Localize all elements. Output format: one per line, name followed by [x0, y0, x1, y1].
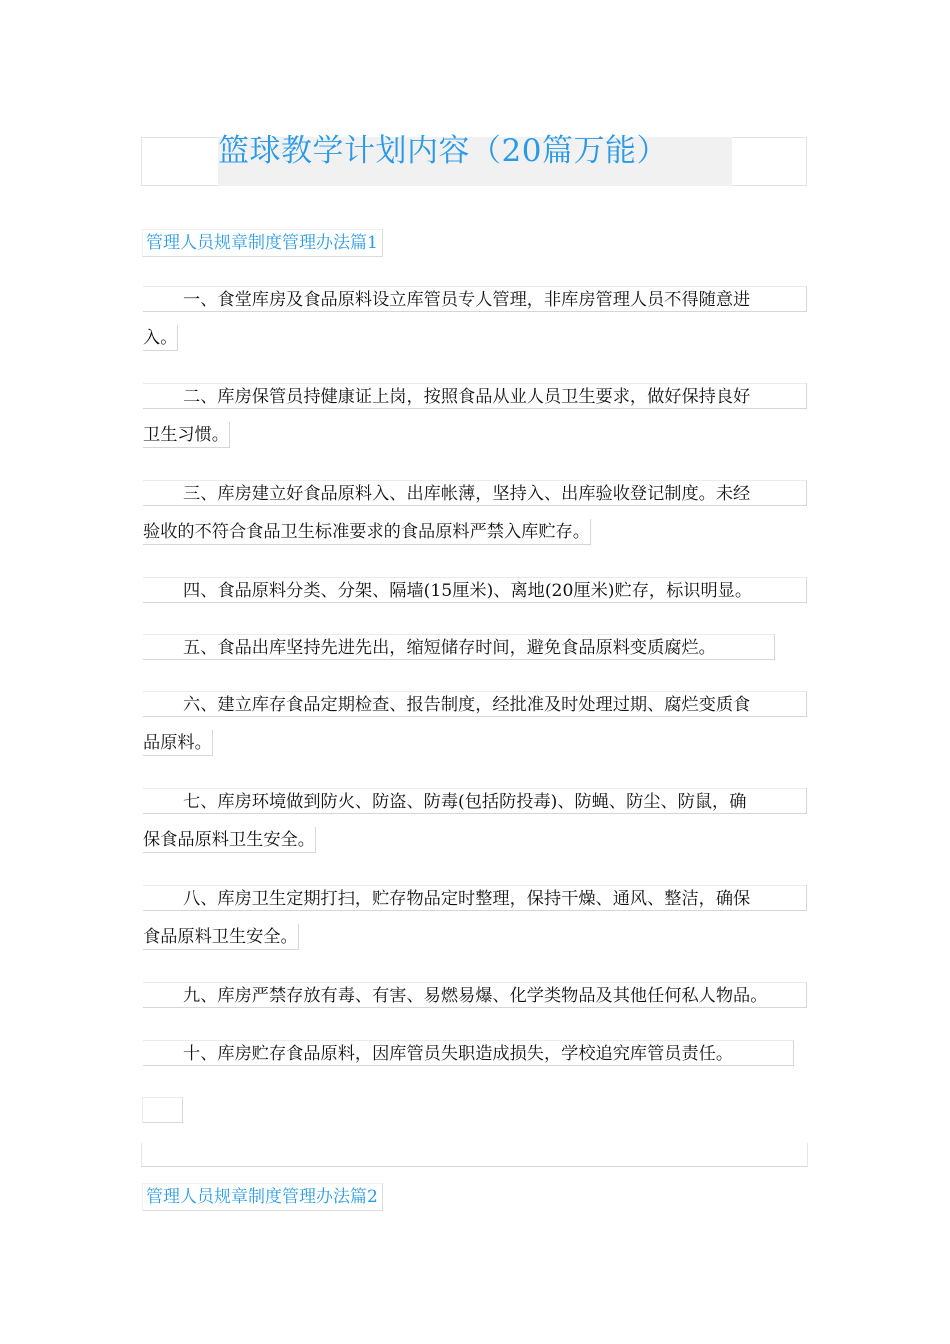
paragraph-line: 四、食品原料分类、分架、隔墙(15厘米)、离地(20厘米)贮存，标识明显。 — [143, 577, 807, 603]
document-title: 篮球教学计划内容（20篇万能） — [218, 133, 668, 169]
paragraph-line: 三、库房建立好食品原料入、出库帐薄，坚持入、出库验收登记制度。未经 — [143, 480, 807, 506]
paragraph-line: 八、库房卫生定期打扫，贮存物品定时整理，保持干燥、通风、整洁，确保 — [143, 885, 807, 911]
section-heading-1: 管理人员规章制度管理办法篇1 — [142, 229, 383, 257]
paragraph-line: 品原料。 — [143, 730, 213, 756]
paragraph-item-6 — [143, 691, 807, 756]
paragraph-line: 七、库房环境做到防火、防盗、防毒(包括防投毒)、防蝇、防尘、防鼠，确 — [143, 788, 807, 814]
paragraph-item-5 — [143, 634, 807, 660]
paragraph-line: 六、建立库存食品定期检查、报告制度，经批准及时处理过期、腐烂变质食 — [143, 691, 807, 717]
paragraph-item-2 — [143, 383, 807, 448]
paragraph-line: 九、库房严禁存放有毒、有害、易燃易爆、化学类物品及其他任何私人物品。 — [143, 982, 807, 1008]
paragraph-line: 保食品原料卫生安全。 — [143, 827, 316, 853]
paragraph-line: 一、食堂库房及食品原料设立库管员专人管理，非库房管理人员不得随意进 — [143, 286, 807, 312]
paragraph-line: 卫生习惯。 — [143, 422, 230, 448]
paragraph-item-10 — [143, 1040, 807, 1066]
paragraph-line: 食品原料卫生安全。 — [143, 924, 299, 950]
paragraph-item-9 — [143, 982, 807, 1008]
paragraph-line: 十、库房贮存食品原料，因库管员失职造成损失，学校追究库管员责任。 — [143, 1040, 794, 1066]
paragraph-item-8 — [143, 885, 807, 950]
paragraph-line: 五、食品出库坚持先进先出，缩短储存时间，避免食品原料变质腐烂。 — [143, 634, 775, 660]
paragraph-item-3 — [143, 480, 807, 545]
paragraph-line: 验收的不符合食品卫生标准要求的食品原料严禁入库贮存。 — [143, 519, 591, 545]
paragraph-item-7 — [143, 788, 807, 853]
paragraph-item-4 — [143, 577, 807, 603]
paragraph-line: 入。 — [143, 325, 178, 351]
paragraph-line: 二、库房保管员持健康证上岗，按照食品从业人员卫生要求，做好保持良好 — [143, 383, 807, 409]
empty-paragraph-box — [142, 1097, 183, 1123]
section-divider — [141, 1143, 808, 1167]
section-heading-2: 管理人员规章制度管理办法篇2 — [142, 1183, 383, 1211]
paragraph-item-1 — [143, 286, 807, 351]
